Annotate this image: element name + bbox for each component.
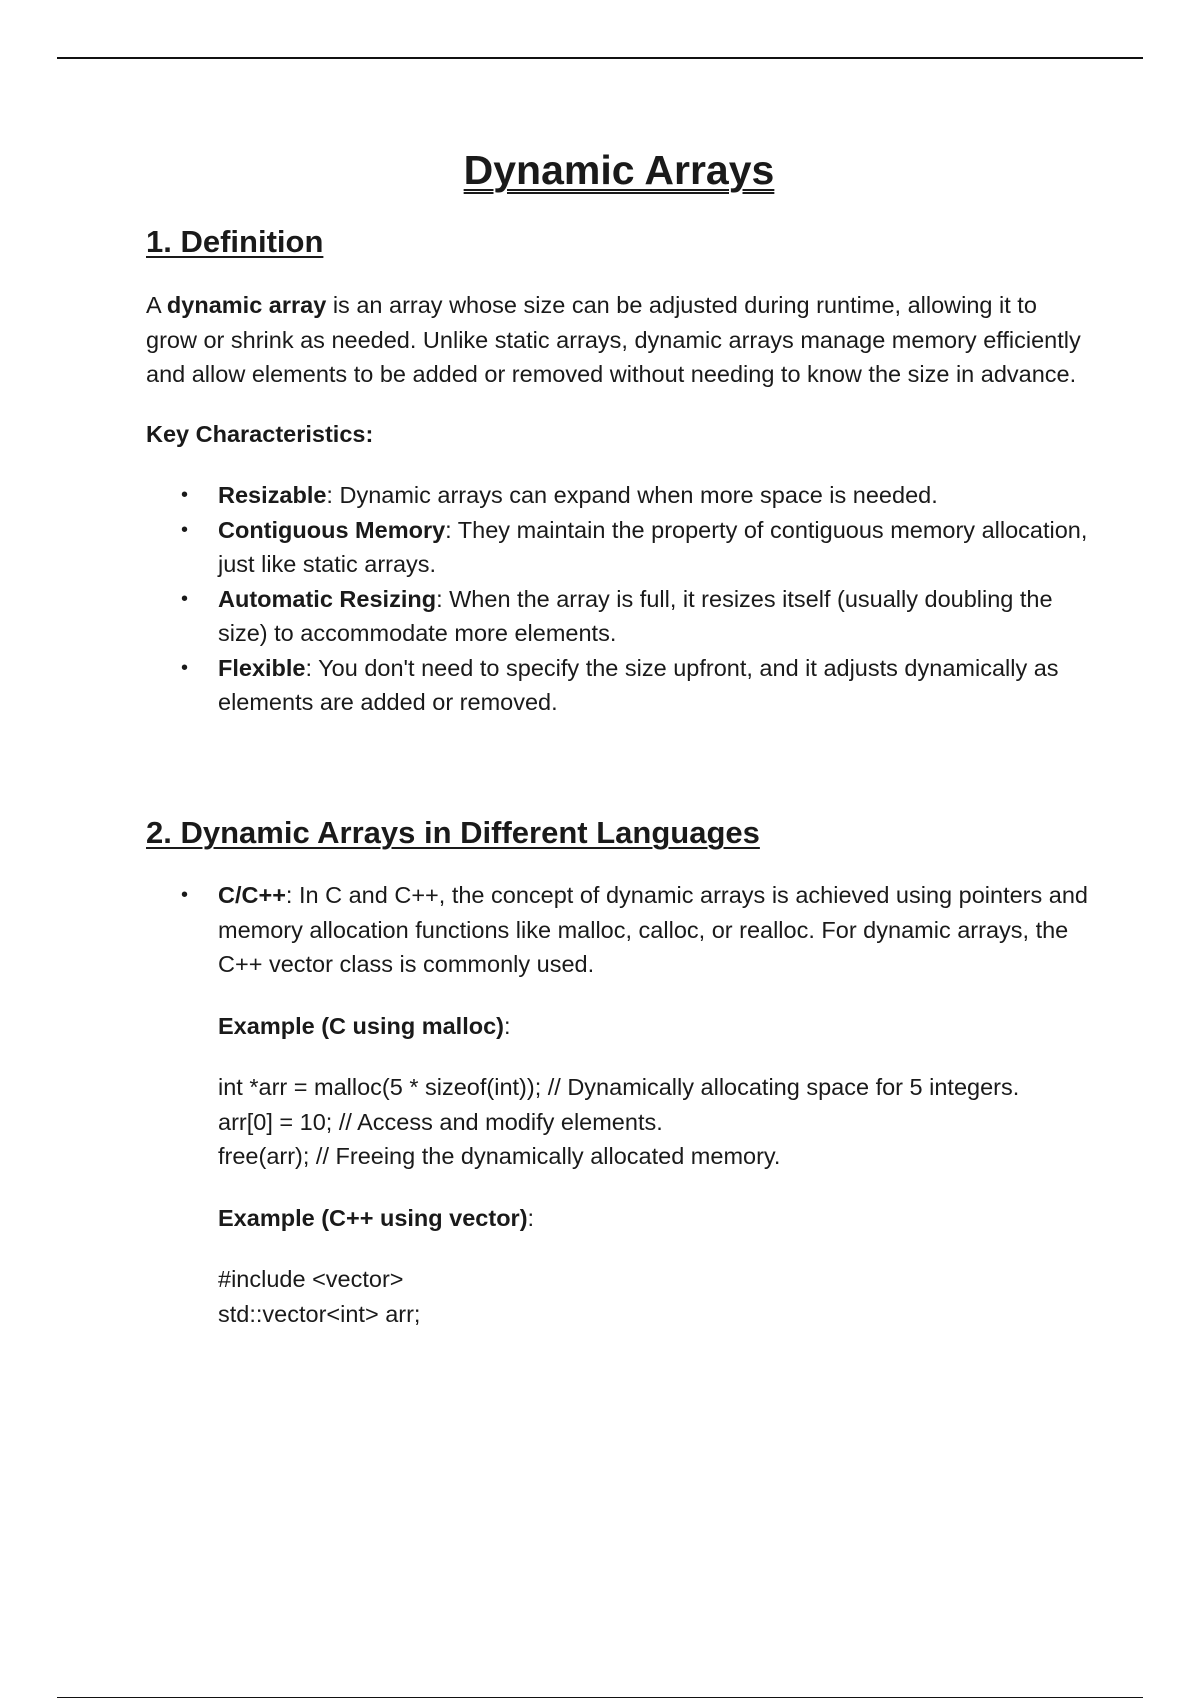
top-rule xyxy=(57,57,1143,59)
list-item: • Resizable: Dynamic arrays can expand when more space is needed. xyxy=(218,478,1092,513)
page-title: Dynamic Arrays xyxy=(463,147,775,193)
bottom-rule xyxy=(57,1697,1143,1698)
list-item: • C/C++: In C and C++, the concept of dynamic arrays is achieved using pointers and memory allocation functions like malloc, calloc, or realloc. For dynamic arrays, the C++ vector class is commonly used. xyxy=(218,878,1092,982)
list-item: • Flexible: You don't need to specify the size upfront, and it adjusts dynamically as elements are added or removed. xyxy=(218,651,1092,720)
characteristics-list xyxy=(146,478,1092,720)
code-line: arr[0] = 10; // Access and modify elements. xyxy=(218,1108,663,1135)
code-line: std::vector<int> arr; xyxy=(218,1300,421,1327)
code-line: int *arr = malloc(5 * sizeof(int)); // Dynamically allocating space for 5 integers. xyxy=(218,1074,1020,1101)
section-heading-languages: 2. Dynamic Arrays in Different Languages xyxy=(146,814,760,850)
code-snippet-cpp xyxy=(218,1262,1092,1331)
languages-list xyxy=(146,878,1092,982)
code-snippet-c xyxy=(218,1070,1092,1174)
definition-term: dynamic array xyxy=(166,292,327,319)
list-item: • Automatic Resizing: When the array is full, it resizes itself (usually doubling the size) to accommodate more elements. xyxy=(218,582,1092,651)
example-c-label: Example (C using malloc): xyxy=(218,1012,511,1039)
code-line: #include <vector> xyxy=(218,1266,404,1293)
c-example-block xyxy=(146,1009,1092,1332)
section-heading-definition: 1. Definition xyxy=(146,224,324,260)
example-cpp-label: Example (C++ using vector): xyxy=(218,1204,535,1231)
key-characteristics-heading: Key Characteristics: xyxy=(146,420,374,447)
definition-paragraph: A dynamic array is an array whose size can be adjusted during runtime, allowing it to grow or shrink as needed. Unlike static arrays, dynamic arrays manage memory efficiently and allow elements to be added or removed without needing to know the size in advance. xyxy=(146,292,1081,388)
list-item: • Contiguous Memory: They maintain the property of contiguous memory allocation, just like static arrays. xyxy=(218,513,1092,582)
code-line: free(arr); // Freeing the dynamically allocated memory. xyxy=(218,1143,781,1170)
document-body xyxy=(146,140,1092,1331)
